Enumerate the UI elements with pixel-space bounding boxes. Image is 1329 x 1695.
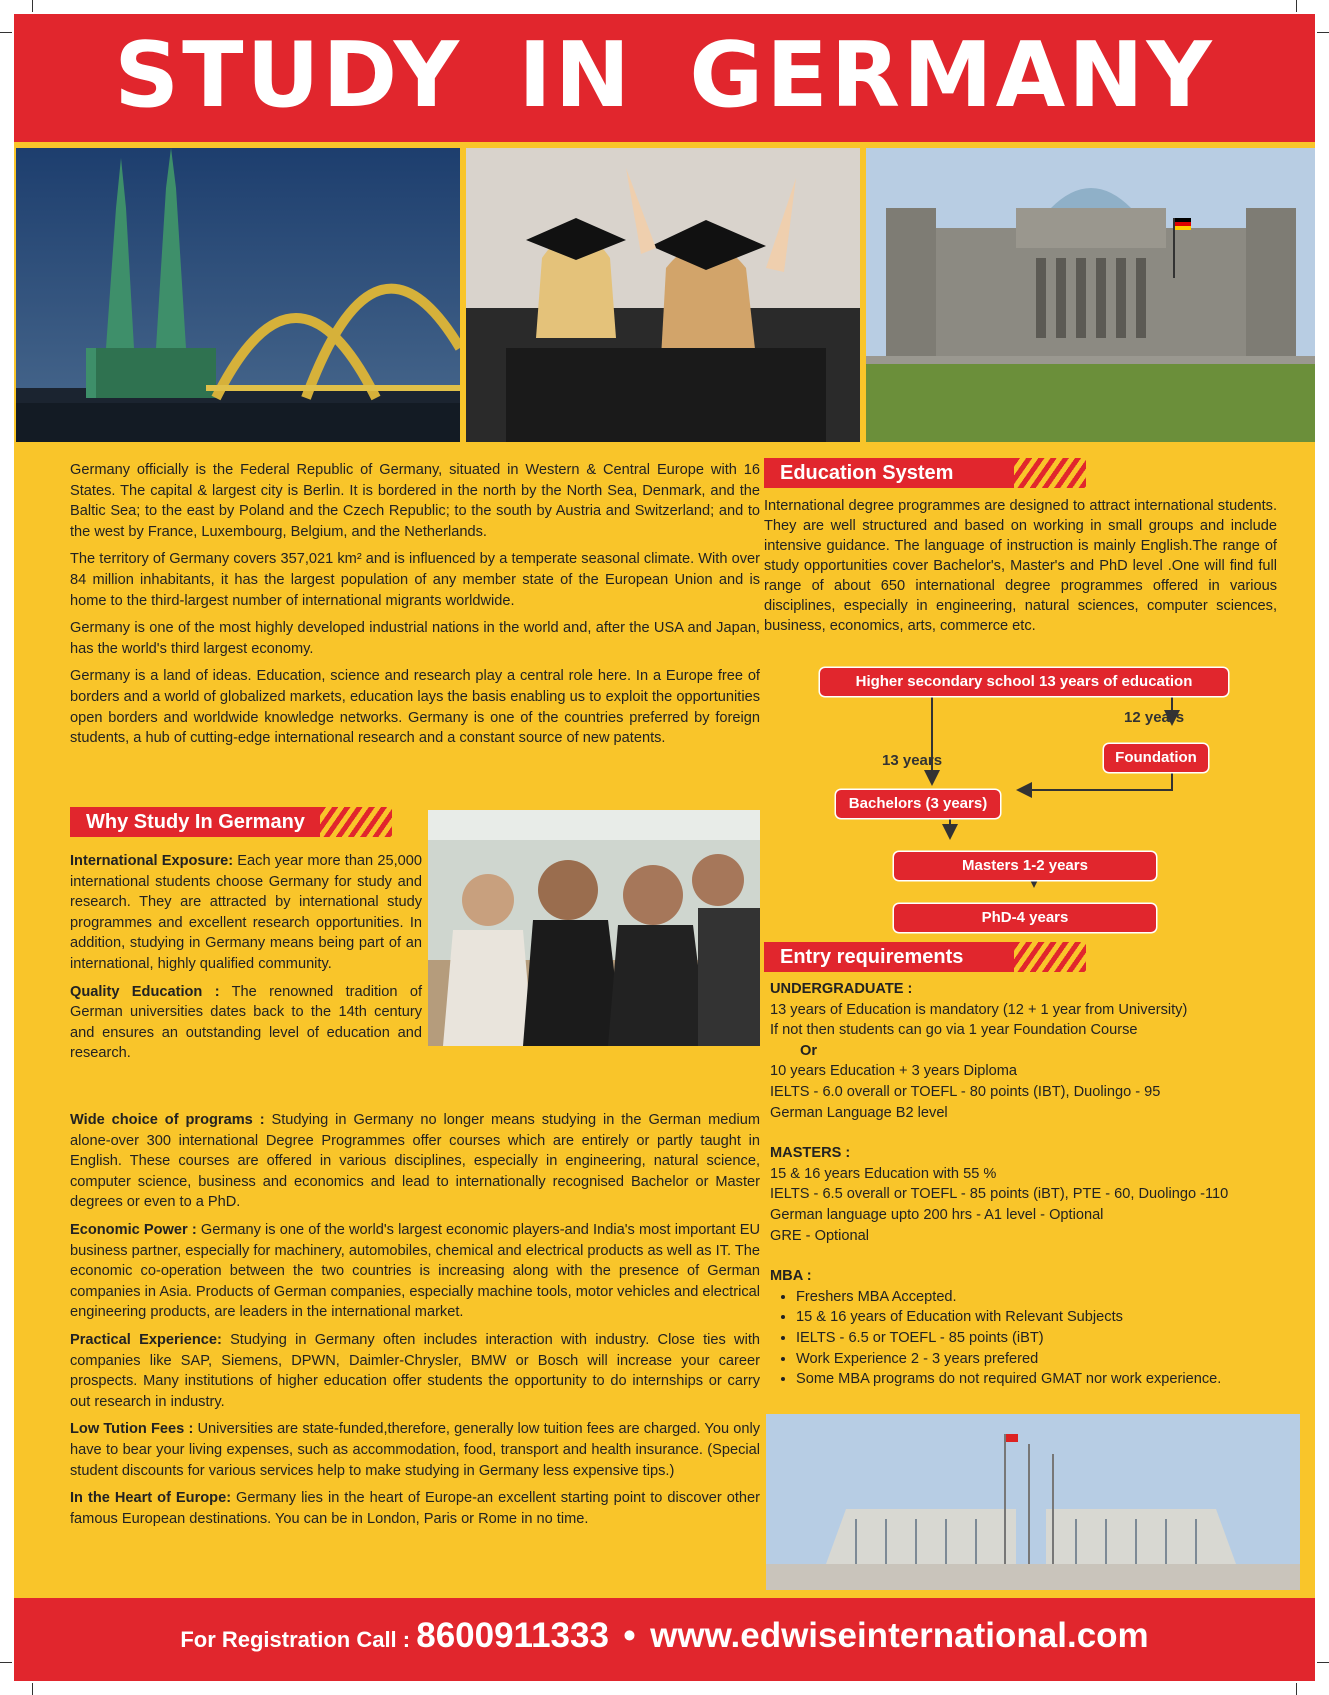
why-item bbox=[70, 1419, 760, 1481]
mba-item: • Freshers MBA Accepted. bbox=[796, 1287, 1300, 1308]
why-item bbox=[70, 1220, 760, 1323]
why-item-text: Each year more than 25,000 international students choose Germany for study and research. They are attracted by international study programmes and excellent research opportunities. In addition, studying in Germany means being part of an international, highly qualified community. bbox=[70, 853, 422, 972]
undergraduate-line: IELTS - 6.0 overall or TOEFL - 80 points (IBT), Duolingo - 95 bbox=[770, 1083, 1161, 1100]
cologne-cathedral-photo bbox=[16, 148, 460, 442]
flow-bachelors: Bachelors (3 years) bbox=[836, 790, 1000, 818]
intro-paragraph: Germany is a land of ideas. Education, science and research play a central role here. In a Europe free of borders and a world of globalized markets, education lays the basis enabling us to exploit the opportunities open borders and worldwide knowledge networks. Germany is one of the countries preferred by foreign students, a hub of cutting-edge international research and a constant source of new patents. bbox=[70, 668, 760, 747]
why-item bbox=[70, 1330, 760, 1412]
masters-line: 15 & 16 years Education with 55 % bbox=[770, 1165, 997, 1182]
crop-mark bbox=[1317, 1662, 1329, 1663]
intro-paragraph: Germany officially is the Federal Republic of Germany, situated in Western & Central Europe with 16 States. The capital & largest city is Berlin. It is bordered in the north by the North Sea, Denmark, and the Baltic Sea; to the east by Poland and the Czech Republic; to the south by Austria and Switzerland; and to the west by France, Luxembourg, Belgium, and the Netherlands. bbox=[70, 462, 760, 540]
intro-text bbox=[70, 460, 760, 756]
footer-website-link[interactable]: www.edwiseinternational.com bbox=[650, 1616, 1149, 1655]
why-item-title: Wide choice of programs : bbox=[70, 1112, 265, 1128]
footer-registration-label: For Registration Call : bbox=[180, 1627, 417, 1652]
why-study-items-wide bbox=[70, 1110, 760, 1536]
crop-mark bbox=[0, 32, 12, 33]
entry-requirements-list bbox=[770, 979, 1300, 1390]
heading-stripes bbox=[1014, 942, 1086, 972]
flow-higher-secondary: Higher secondary school 13 years of education bbox=[820, 668, 1228, 696]
crop-mark bbox=[1296, 0, 1297, 12]
education-text: International degree programmes are designed to attract international students. They are well structured and based on working in small groups and include intensive guidance. The language of instruction is mainly English.The range of study opportunities cover Bachelor's, Master's and PhD level .One will find full range of about 650 international degree programmes offered in various disciplines, especially in engineering, natural sciences, computer sciences, business, economics, arts, commerce etc. bbox=[764, 498, 1277, 634]
masters-title: MASTERS : bbox=[770, 1145, 851, 1162]
heading-stripes bbox=[1014, 458, 1086, 488]
undergraduate-line: German Language B2 level bbox=[770, 1104, 948, 1121]
mba-item: • 15 & 16 years of Education with Relevant Subjects bbox=[796, 1307, 1300, 1328]
flow-label-12-years: 12 years bbox=[1124, 709, 1185, 726]
intro-paragraph: Germany is one of the most highly developed industrial nations in the world and, after the USA and Japan, has the world's third largest economy. bbox=[70, 620, 760, 657]
why-item bbox=[70, 1110, 760, 1213]
why-item-text: Germany is one of the world's largest economic players-and India's most important EU business partner, especially for machinery, automobiles, chemical and electrical products as well as IT. The economic co-operation between the two countries is increasing along with the presence of German companies in Asia. Products of German companies, especially machine tools, motor vehicles and electrical engineering products, are leaders in the international market. bbox=[70, 1221, 760, 1321]
undergraduate-line: 10 years Education + 3 years Diploma bbox=[770, 1063, 1018, 1080]
graduates-photo bbox=[466, 148, 860, 442]
mba-list bbox=[770, 1287, 1300, 1390]
title-banner bbox=[14, 14, 1315, 142]
undergraduate-title: UNDERGRADUATE : bbox=[770, 981, 913, 997]
undergraduate-line: 13 years of Education is mandatory (12 + 1 year from University) bbox=[770, 1001, 1188, 1018]
why-item-text: Germany lies in the heart of Europe-an excellent starting point to discover other famous European destinations. You can be in London, Paris or Rome in no time. bbox=[70, 1490, 761, 1527]
why-item-text: Universities are state-funded,therefore, generally low tuition fees are charged. You only have to bear your living expenses, such as accommodation, food, transport and health insurance. (Special student discounts for various services help to make studying in Germany less expensive tips.) bbox=[70, 1421, 761, 1479]
why-item-text: The renowned tradition of German universities dates back to the 14th century and ensures an outstanding level of education and research. bbox=[70, 983, 422, 1062]
mba-item: • IELTS - 6.5 or TOEFL - 85 points (iBT) bbox=[796, 1328, 1300, 1349]
why-item bbox=[70, 1488, 760, 1529]
reichstag-photo bbox=[866, 148, 1315, 442]
intro-paragraph: The territory of Germany covers 357,021 km² and is influenced by a temperate seasonal climate. With over 84 million inhabitants, it has the largest population of any member state of the European Union and is home to the third-largest number of international migrants worldwide. bbox=[70, 551, 760, 609]
entry-requirements-heading: Entry requirements bbox=[764, 942, 1014, 972]
flow-masters: Masters 1-2 years bbox=[894, 852, 1156, 880]
education-system-heading: Education System bbox=[764, 458, 1014, 488]
footer-phone[interactable]: 8600911333 bbox=[416, 1616, 609, 1655]
education-flow-arrows bbox=[754, 664, 1274, 924]
why-item-title: Economic Power : bbox=[70, 1221, 197, 1238]
flyer-page bbox=[14, 14, 1315, 1681]
mba-item: • Some MBA programs do not required GMAT nor work experience. bbox=[796, 1369, 1300, 1390]
flow-foundation: Foundation bbox=[1104, 744, 1208, 772]
crop-mark bbox=[0, 1662, 12, 1663]
why-item-title: Quality Education : bbox=[70, 983, 220, 1000]
undergraduate-or: Or bbox=[800, 1042, 818, 1059]
students-classroom-photo bbox=[428, 810, 760, 1046]
crop-mark bbox=[32, 1683, 33, 1695]
why-item-text: Studying in Germany often includes interaction with industry. Close ties with companies like SAP, Siemens, DPWN, Daimler-Chrysler, BMW or Bosch will increase your career prospects. Many institutions of higher education offer students the opportunity to do internships or carry out research in industry. bbox=[70, 1331, 760, 1410]
heading-stripes bbox=[320, 807, 392, 837]
why-study-heading: Why Study In Germany bbox=[70, 807, 320, 837]
why-item bbox=[70, 982, 422, 1064]
footer-banner bbox=[14, 1598, 1315, 1681]
undergraduate-line: If not then students can go via 1 year Foundation Course bbox=[770, 1022, 1138, 1039]
why-item-title: International Exposure: bbox=[70, 853, 234, 869]
crop-mark bbox=[1296, 1683, 1297, 1695]
footer-contact bbox=[14, 1616, 1315, 1656]
why-item-title: Practical Experience: bbox=[70, 1331, 222, 1348]
flow-label-13-years: 13 years bbox=[882, 752, 943, 769]
why-item-title: Low Tution Fees : bbox=[70, 1421, 194, 1438]
crop-mark bbox=[32, 0, 33, 12]
why-item-text: Studying in Germany no longer means studying in the German medium alone-over 300 international Degree Programmes offer courses which are entirely or partly taught in English. These courses are offered in various disciplines, especially in engineering, natural science, computer science, business and economics and lead to internationally recognised Bachelor or Master degrees or even to a PhD. bbox=[70, 1112, 760, 1211]
flow-phd: PhD-4 years bbox=[894, 904, 1156, 932]
mba-item: • Work Experience 2 - 3 years prefered bbox=[796, 1349, 1300, 1370]
footer-separator: • bbox=[623, 1616, 636, 1655]
mba-title: MBA : bbox=[770, 1268, 812, 1285]
masters-line: German language upto 200 hrs - A1 level - Optional bbox=[770, 1206, 1104, 1223]
why-item bbox=[70, 851, 422, 975]
modern-building-photo bbox=[766, 1414, 1300, 1590]
why-item-title: In the Heart of Europe: bbox=[70, 1490, 232, 1507]
page-title: STUDY IN GERMANY bbox=[114, 23, 1215, 128]
crop-mark bbox=[1317, 32, 1329, 33]
why-study-items-narrow bbox=[70, 851, 422, 1071]
masters-line: IELTS - 6.5 overall or TOEFL - 85 points (iBT), PTE - 60, Duolingo -110 bbox=[770, 1186, 1229, 1203]
masters-line: GRE - Optional bbox=[770, 1227, 869, 1244]
